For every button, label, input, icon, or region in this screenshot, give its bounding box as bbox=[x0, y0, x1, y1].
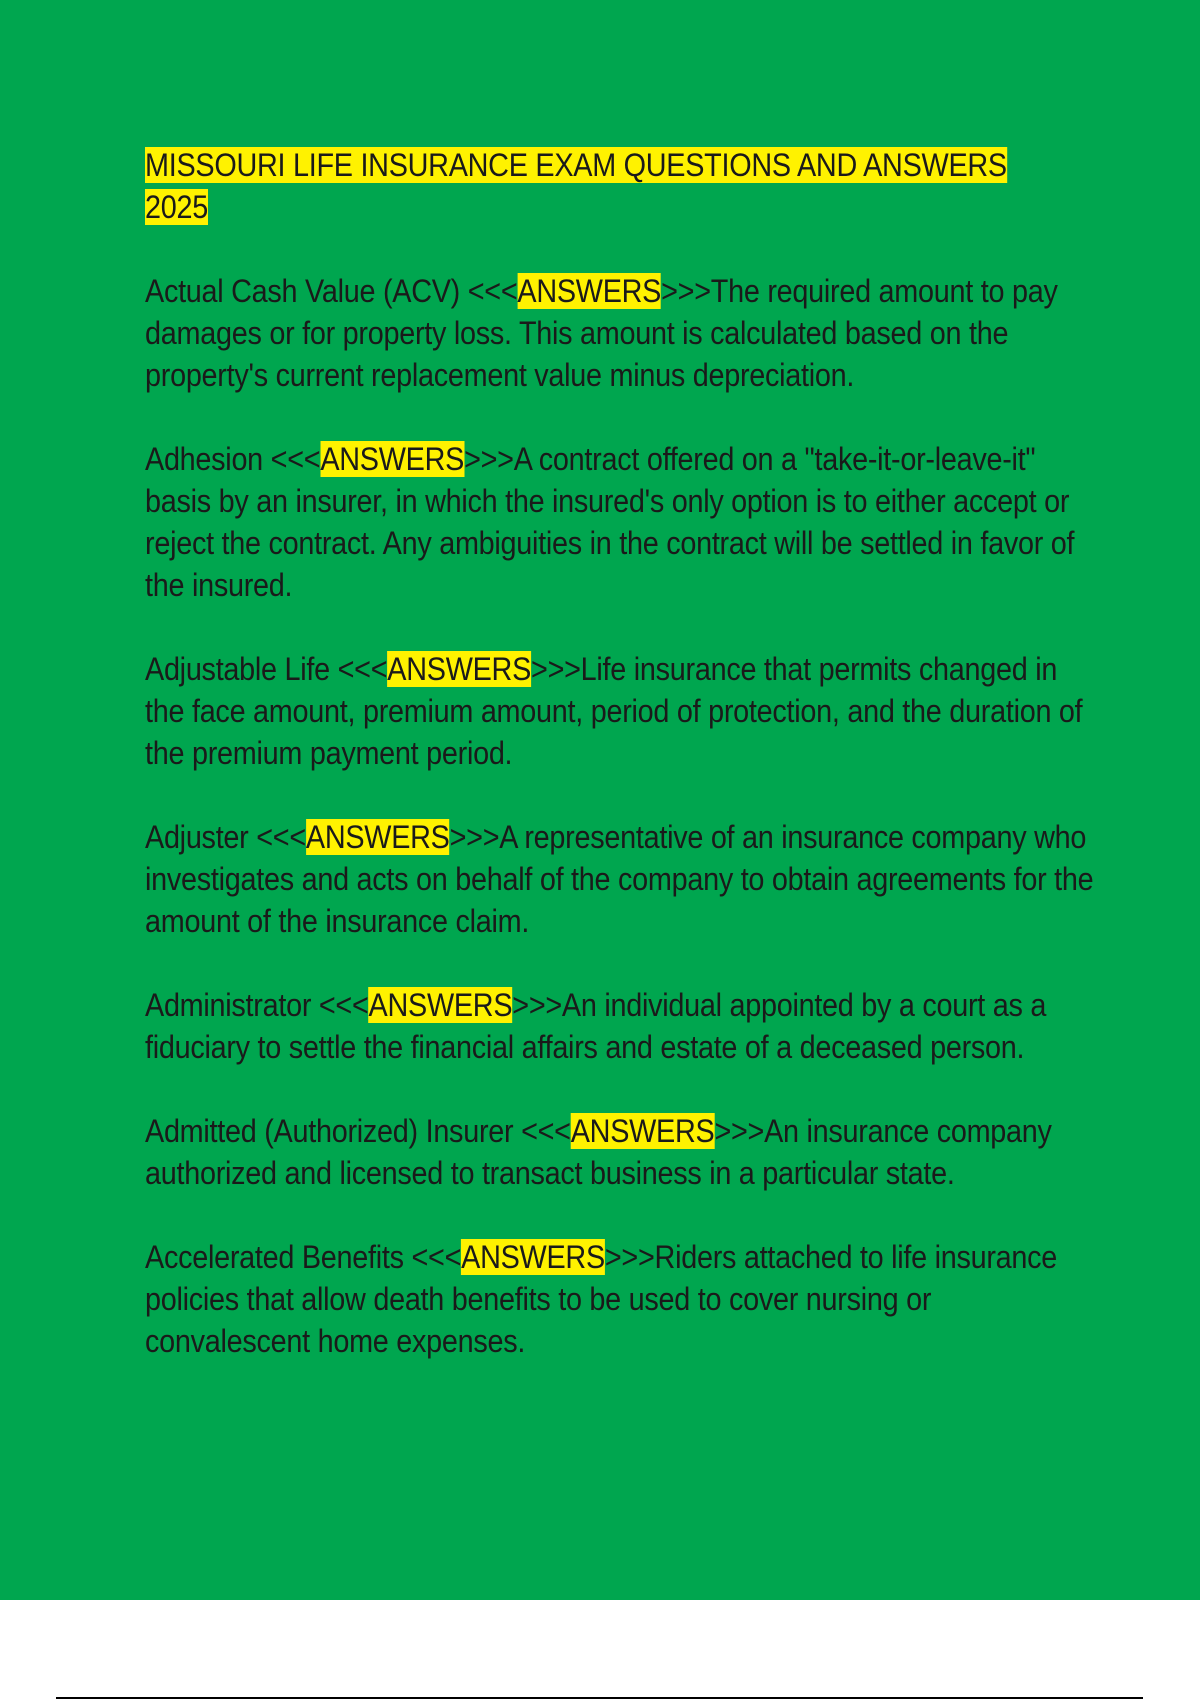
separator-open: <<< bbox=[329, 651, 388, 687]
page-footer-rule bbox=[56, 1697, 1143, 1699]
qa-entry bbox=[145, 1110, 1099, 1194]
entry-term: Administrator bbox=[145, 987, 312, 1023]
separator-open: <<< bbox=[403, 1239, 462, 1275]
separator-close: >>> bbox=[449, 819, 500, 855]
qa-entry bbox=[145, 984, 1099, 1068]
separator-open: <<< bbox=[513, 1113, 571, 1149]
qa-entry bbox=[145, 648, 1099, 774]
separator-close: >>> bbox=[512, 987, 562, 1023]
entry-term: Adjuster bbox=[145, 819, 249, 855]
entry-definition: A representative of an insurance company who investigates and acts on behalf of the company to obtain agreements for the amount of the insurance claim. bbox=[145, 819, 1094, 939]
separator-open: <<< bbox=[248, 819, 306, 855]
title-line-1: MISSOURI LIFE INSURANCE EXAM QUESTIONS AND ANSWERS bbox=[145, 147, 1007, 183]
separator-close: >>> bbox=[661, 273, 711, 309]
separator-open: <<< bbox=[262, 441, 321, 477]
document-title bbox=[145, 144, 1099, 228]
entry-definition: The required amount to pay damages or for property loss. This amount is calculated based on the property's current replacement value minus depreciation. bbox=[145, 273, 1058, 393]
entry-definition: A contract offered on a "take-it-or-leave-it" basis by an insurer, in which the insured's only option is to either accept or reject the contract. Any ambiguities in the contract will be settled in favor of the insured. bbox=[145, 441, 1075, 603]
entry-term: Admitted (Authorized) Insurer bbox=[145, 1113, 514, 1149]
separator-close: >>> bbox=[464, 441, 514, 477]
answers-label: ANSWERS bbox=[461, 1239, 605, 1275]
answers-label: ANSWERS bbox=[570, 1113, 715, 1149]
entry-term: Actual Cash Value (ACV) bbox=[145, 273, 460, 309]
entry-term: Adhesion bbox=[145, 441, 263, 477]
answers-label: ANSWERS bbox=[517, 273, 662, 309]
title-line-2: 2025 bbox=[145, 189, 208, 225]
answers-label: ANSWERS bbox=[368, 987, 513, 1023]
answers-label: ANSWERS bbox=[387, 651, 532, 687]
entry-definition: An individual appointed by a court as a fiduciary to settle the financial affairs and estate of a deceased person. bbox=[145, 987, 1047, 1065]
qa-entry bbox=[145, 1236, 1099, 1362]
separator-open: <<< bbox=[460, 273, 518, 309]
answers-label: ANSWERS bbox=[305, 819, 450, 855]
entry-definition: Riders attached to life insurance policies that allow death benefits to be used to cover nursing or convalescent home expenses. bbox=[145, 1239, 1058, 1359]
separator-close: >>> bbox=[604, 1239, 655, 1275]
entry-term: Adjustable Life bbox=[145, 651, 330, 687]
answers-label: ANSWERS bbox=[320, 441, 465, 477]
separator-open: <<< bbox=[311, 987, 369, 1023]
document-body bbox=[145, 144, 1099, 1404]
entry-definition: Life insurance that permits changed in the face amount, premium amount, period of protection, and the duration of the premium payment period. bbox=[145, 651, 1083, 771]
qa-entry bbox=[145, 438, 1099, 606]
qa-entry bbox=[145, 270, 1099, 396]
separator-close: >>> bbox=[714, 1113, 765, 1149]
entry-definition: An insurance company authorized and licensed to transact business in a particular state. bbox=[145, 1113, 1052, 1191]
qa-entry bbox=[145, 816, 1099, 942]
separator-close: >>> bbox=[531, 651, 581, 687]
entry-term: Accelerated Benefits bbox=[145, 1239, 404, 1275]
